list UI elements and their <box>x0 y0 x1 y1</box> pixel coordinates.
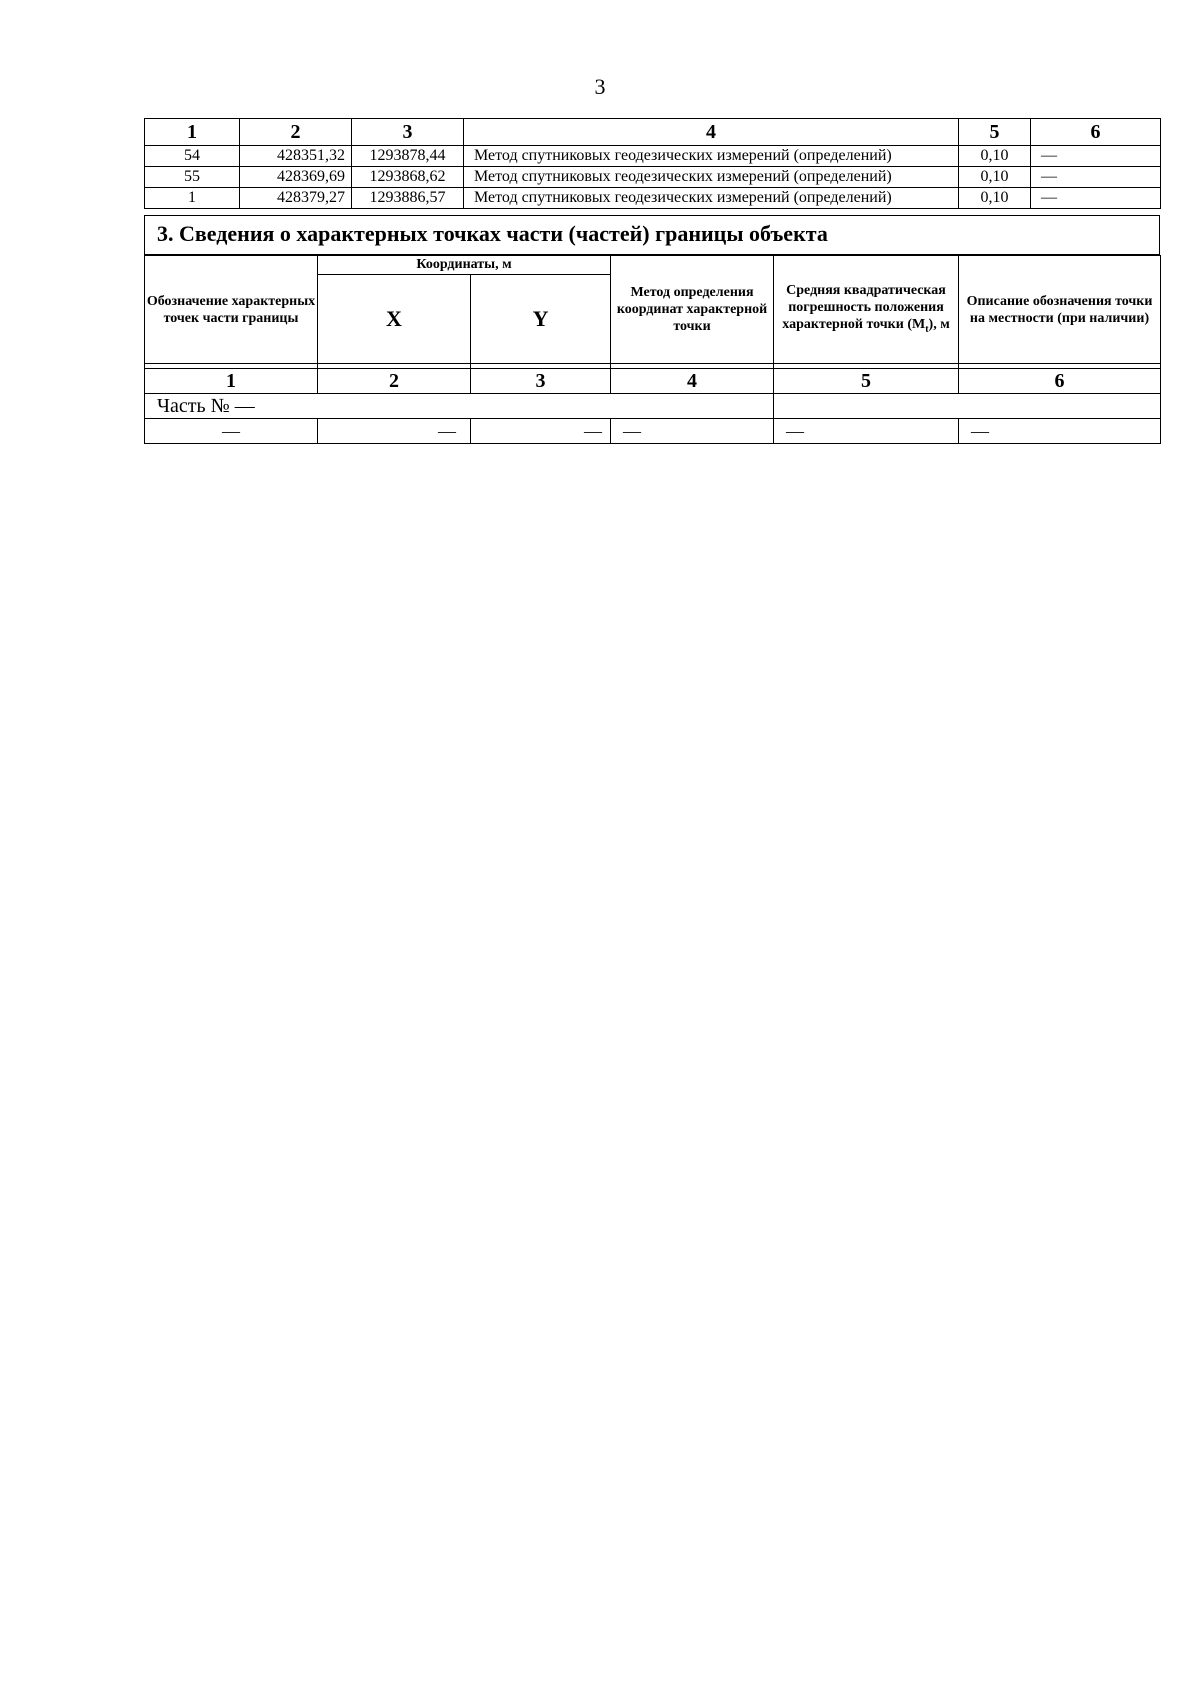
error-header: Средняя квадратическая погрешность положения характерной точки $(M_t)$, м <box>774 256 959 364</box>
header-cell: 6 <box>1031 119 1161 146</box>
page-number: 3 <box>594 74 606 99</box>
part-empty-cell <box>774 394 1161 419</box>
dash-cell: — <box>611 419 774 444</box>
column-number: 5 <box>774 369 959 394</box>
point-id-cell: 54 <box>145 146 240 167</box>
table-header-row <box>145 119 1161 146</box>
method-cell: Метод спутниковых геодезических измерений (определений) <box>464 188 959 209</box>
description-cell: — <box>1031 167 1161 188</box>
description-cell: — <box>1031 146 1161 167</box>
dash-cell: — <box>959 419 1161 444</box>
column-number: 1 <box>145 369 318 394</box>
section-title: 3. Сведения о характерных точках части (частей) границы объекта <box>144 215 1160 255</box>
y-header: Y <box>471 275 611 364</box>
y-coord-cell: 1293878,44 <box>352 146 464 167</box>
header-cell: 1 <box>145 119 240 146</box>
header-cell: 2 <box>240 119 352 146</box>
method-cell: Метод спутниковых геодезических измерений (определений) <box>464 146 959 167</box>
error-cell: 0,10 <box>959 146 1031 167</box>
coordinates-header: Координаты, м <box>318 256 611 275</box>
table-row <box>145 146 1161 167</box>
error-cell: 0,10 <box>959 188 1031 209</box>
header-cell: 4 <box>464 119 959 146</box>
dash-cell: — <box>145 419 318 444</box>
table-row <box>145 188 1161 209</box>
x-coord-cell: 428379,27 <box>240 188 352 209</box>
method-header: Метод определения координат характерной точки <box>611 256 774 364</box>
designation-header: Обозначение характерных точек части границы <box>145 256 318 364</box>
dash-cell: — <box>774 419 959 444</box>
coordinates-table-continued <box>144 118 1161 209</box>
y-coord-cell: 1293886,57 <box>352 188 464 209</box>
column-numbers-row <box>145 369 1161 394</box>
part-label: Часть № — <box>145 394 774 419</box>
description-header: Описание обозначения точки на местности (при наличии) <box>959 256 1161 364</box>
column-number: 4 <box>611 369 774 394</box>
header-cell: 5 <box>959 119 1031 146</box>
dash-cell: — <box>318 419 471 444</box>
method-cell: Метод спутниковых геодезических измерений (определений) <box>464 167 959 188</box>
x-coord-cell: 428351,32 <box>240 146 352 167</box>
y-coord-cell: 1293868,62 <box>352 167 464 188</box>
x-coord-cell: 428369,69 <box>240 167 352 188</box>
error-cell: 0,10 <box>959 167 1031 188</box>
description-cell: — <box>1031 188 1161 209</box>
x-header: X <box>318 275 471 364</box>
table-row <box>145 419 1161 444</box>
point-id-cell: 55 <box>145 167 240 188</box>
part-boundary-points-table <box>144 255 1161 444</box>
table-row <box>145 167 1161 188</box>
column-number: 2 <box>318 369 471 394</box>
column-number: 3 <box>471 369 611 394</box>
part-row <box>145 394 1161 419</box>
header-cell: 3 <box>352 119 464 146</box>
point-id-cell: 1 <box>145 188 240 209</box>
dash-cell: — <box>471 419 611 444</box>
header-row-top <box>145 256 1161 275</box>
column-number: 6 <box>959 369 1161 394</box>
